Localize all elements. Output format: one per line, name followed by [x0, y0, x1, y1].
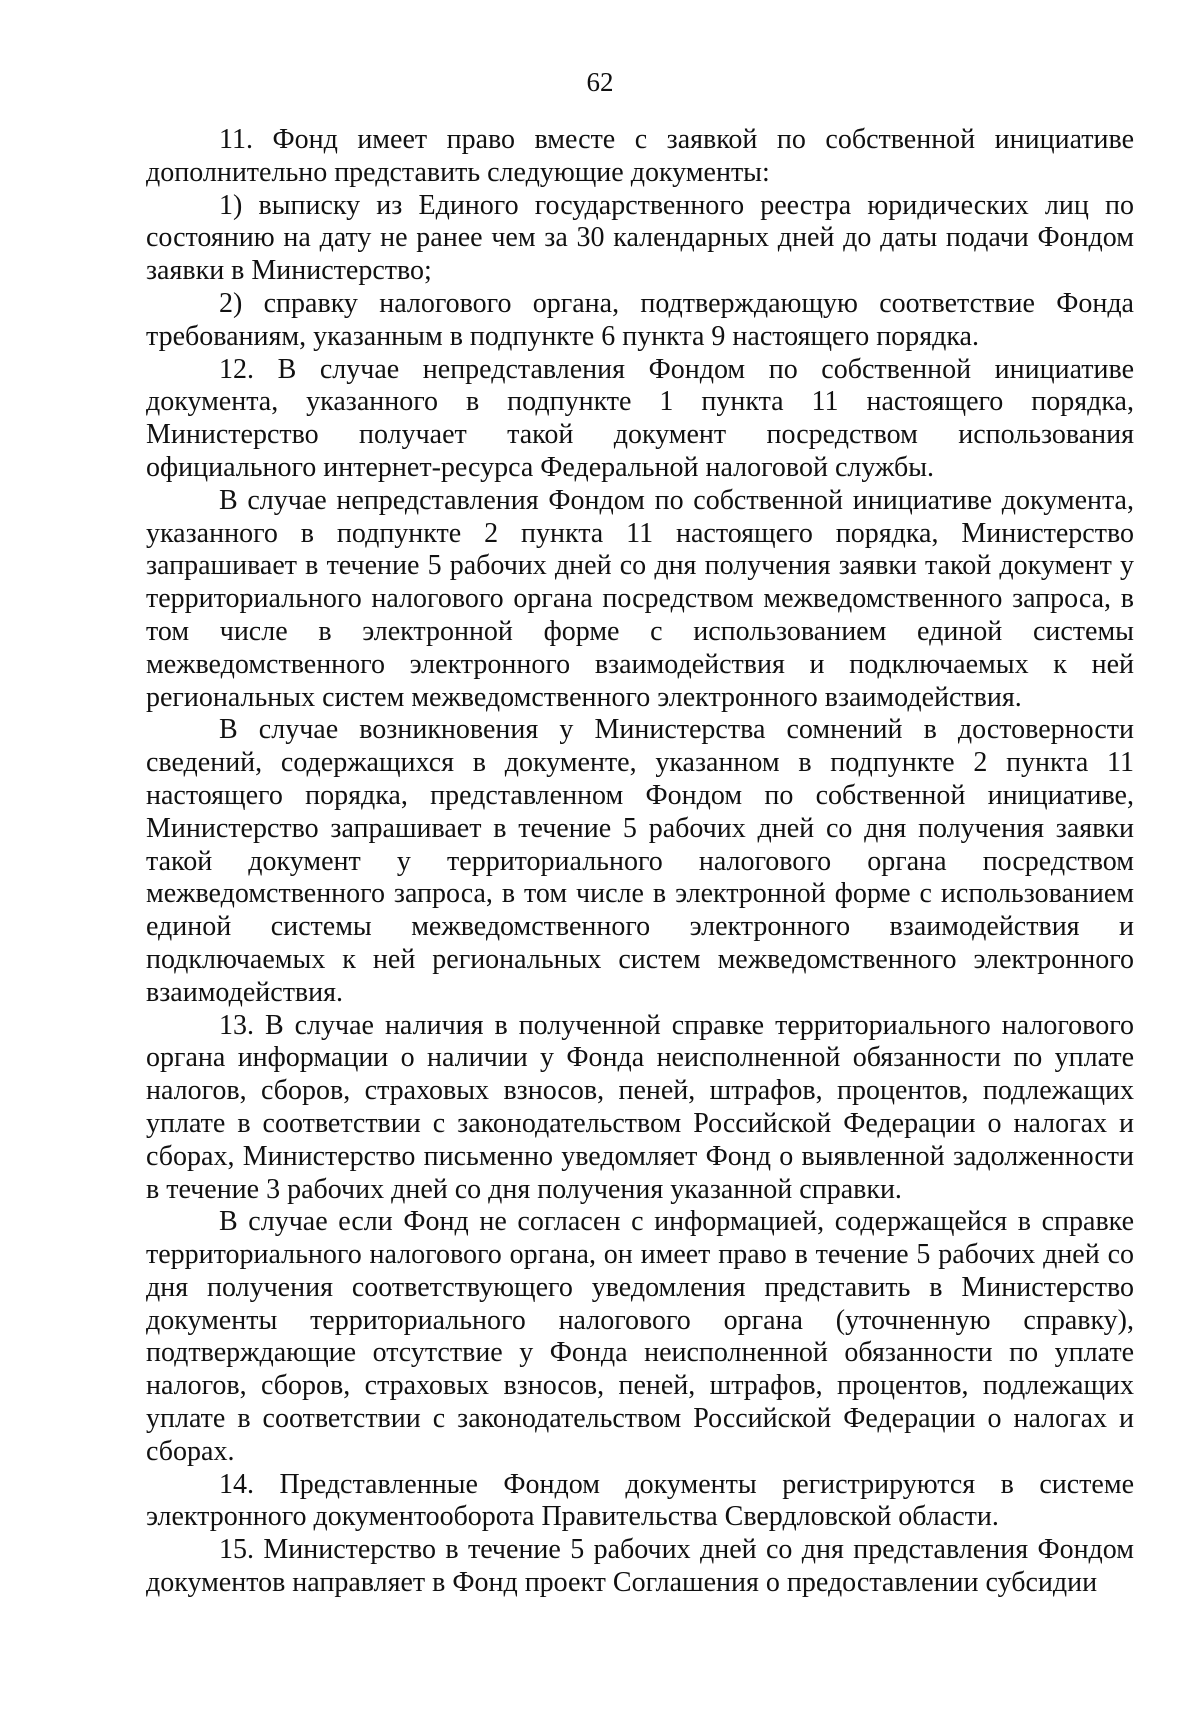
paragraph-11-subitem-1: 1) выписку из Единого государственного реестра юридических лиц по состоянию на дату не ранее чем за 30 календарных дней до даты подачи Фондом заявки в Министерство; — [146, 189, 1134, 287]
paragraph-12-part-3: В случае возникновения у Министерства сомнений в достоверности сведений, содержащихся в документе, указанном в подпункте 2 пункта 11 настоящего порядка, представленном Фондом по собственной инициативе, Министерство запрашивает в течение 5 рабочих дней со дня получения заявки такой документ у территориального налогового органа посредством межведомственного запроса, в том числе в электронной форме с использованием единой системы межведомственного электронного взаимодействия и подключаемых к ней региональных систем межведомственного электронного взаимодействия. — [146, 714, 1134, 1008]
paragraph-11: 11. Фонд имеет право вместе с заявкой по собственной инициативе дополнительно представить следующие документы: — [146, 124, 1134, 188]
paragraph-12: 12. В случае непредставления Фондом по собственной инициативе документа, указанного в подпункте 1 пункта 11 настоящего порядка, Министерство получает такой документ посредством использования официального интернет-ресурса Федеральной налоговой службы. — [146, 353, 1134, 483]
paragraph-13: 13. В случае наличия в полученной справке территориального налогового органа информации о наличии у Фонда неисполненной обязанности по уплате налогов, сборов, страховых взносов, пеней, штрафов, процентов, подлежащих уплате в соответствии с законодательством Российской Федерации о налогах и сборах, Министерство письменно уведомляет Фонд о выявленной задолженности в течение 3 рабочих дней со дня получения указанной справки. — [146, 1009, 1134, 1205]
paragraph-13-part-2: В случае если Фонд не согласен с информацией, содержащейся в справке территориального налогового органа, он имеет право в течение 5 рабочих дней со дня получения соответствующего уведомления представить в Министерство документы территориального налогового органа (уточненную справку), подтверждающие отсутствие у Фонда неисполненной обязанности по уплате налогов, сборов, страховых взносов, пеней, штрафов, процентов, подлежащих уплате в соответствии с законодательством Российской Федерации о налогах и сборах. — [146, 1206, 1134, 1467]
paragraph-14: 14. Представленные Фондом документы регистрируются в системе электронного документооборота Правительства Свердловской области. — [146, 1468, 1134, 1533]
document-body — [146, 124, 1134, 1600]
paragraph-11-subitem-2: 2) справку налогового органа, подтверждающую соответствие Фонда требованиям, указанным в подпункте 6 пункта 9 настоящего порядка. — [146, 287, 1134, 352]
page-number: 62 — [586, 67, 614, 97]
paragraph-12-part-2: В случае непредставления Фондом по собственной инициативе документа, указанного в подпункте 2 пункта 11 настоящего порядка, Министерство запрашивает в течение 5 рабочих дней со дня получения заявки такой документ у территориального налогового органа посредством межведомственного запроса, в том числе в электронной форме с использованием единой системы межведомственного электронного взаимодействия и подключаемых к ней региональных систем межведомственного электронного взаимодействия. — [146, 484, 1134, 713]
paragraph-15: 15. Министерство в течение 5 рабочих дней со дня представления Фондом документов направляет в Фонд проект Соглашения о предоставлении субсидии — [146, 1534, 1134, 1599]
